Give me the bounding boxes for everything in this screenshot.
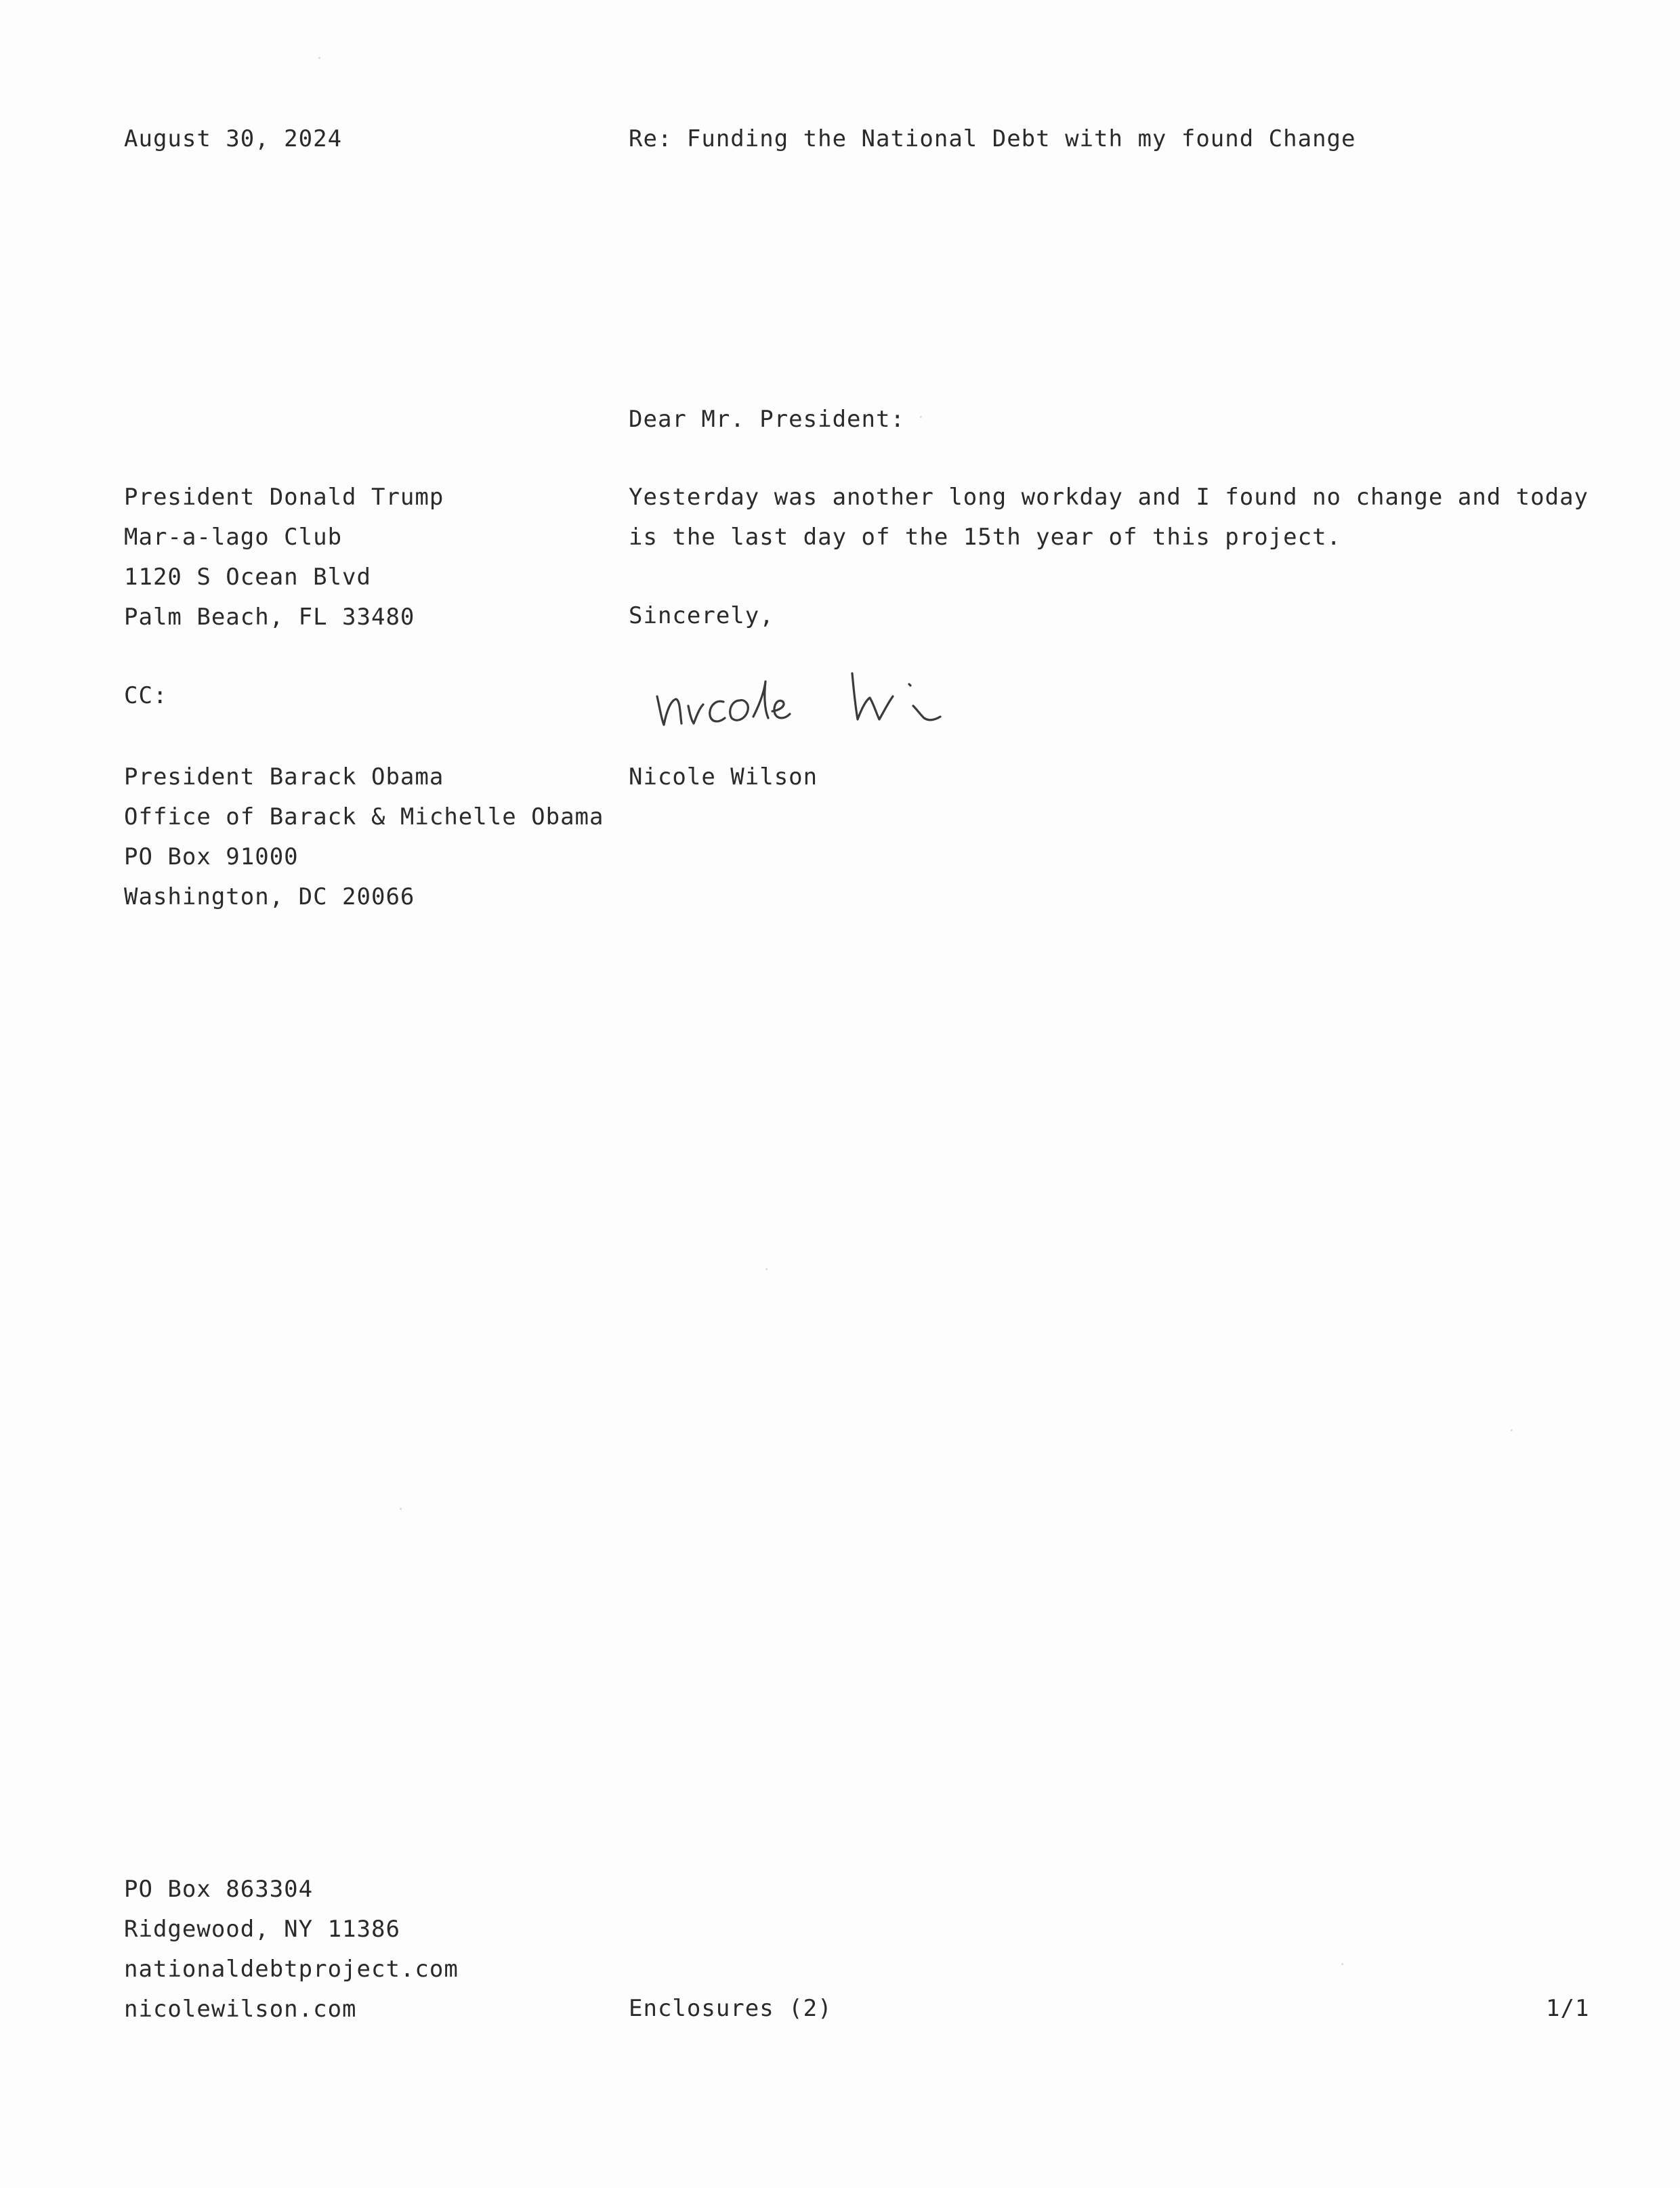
sender-website-personal: nicolewilson.com	[124, 1996, 357, 2023]
scan-speck	[1341, 1963, 1343, 1965]
sender-address	[124, 1870, 459, 2029]
scan-speck	[318, 57, 320, 59]
cc-recipient-city: Washington, DC 20066	[124, 883, 415, 910]
signer-name	[629, 757, 818, 797]
recipient-address	[124, 478, 444, 637]
subject-line	[629, 119, 1356, 159]
sender-po-box: PO Box 863304	[124, 1876, 314, 1903]
enclosures-note	[629, 1989, 833, 2029]
cc-label	[124, 676, 167, 716]
cc-label-text: CC:	[124, 682, 168, 709]
recipient-city: Palm Beach, FL 33480	[124, 604, 415, 631]
sender-city: Ridgewood, NY 11386	[124, 1916, 400, 1943]
cc-recipient-name: President Barack Obama	[124, 763, 444, 791]
salutation-text: Dear Mr. President:	[629, 406, 905, 433]
salutation	[629, 400, 905, 440]
recipient-name: President Donald Trump	[124, 484, 444, 511]
cc-recipient-address	[124, 757, 604, 917]
sender-website: nationaldebtproject.com	[124, 1956, 459, 1983]
cc-recipient-po-box: PO Box 91000	[124, 843, 299, 870]
enclosures-text: Enclosures (2)	[629, 1995, 833, 2022]
signer-name-text: Nicole Wilson	[629, 763, 818, 791]
cc-recipient-organization: Office of Barack & Michelle Obama	[124, 803, 604, 830]
date-text: August 30, 2024	[124, 125, 343, 152]
closing-text: Sincerely,	[629, 602, 774, 629]
page-number-text: 1/1	[1546, 1995, 1590, 2022]
subject-text: Re: Funding the National Debt with my found Change	[629, 125, 1356, 152]
letter-date	[124, 119, 342, 159]
scan-speck	[765, 1268, 768, 1270]
body-line: Yesterday was another long workday and I found no change and today	[629, 484, 1589, 511]
closing	[629, 596, 774, 636]
handwritten-signature	[650, 644, 1016, 745]
scan-speck	[1511, 1429, 1513, 1431]
body-line: is the last day of the 15th year of this project.	[629, 524, 1342, 551]
recipient-street: 1120 S Ocean Blvd	[124, 564, 371, 591]
scan-speck	[920, 416, 922, 418]
scan-speck	[400, 1508, 402, 1510]
recipient-organization: Mar-a-lago Club	[124, 524, 343, 551]
letter-body	[629, 478, 1589, 557]
page-number	[1546, 1989, 1589, 2029]
